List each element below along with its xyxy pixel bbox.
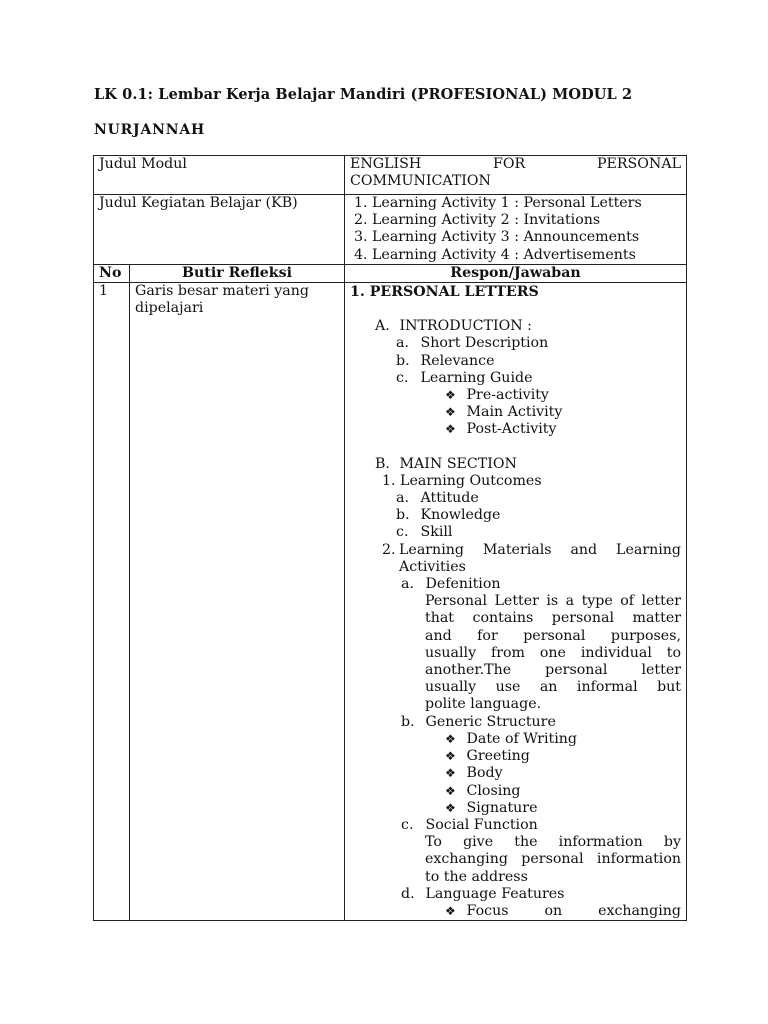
kb-list <box>350 195 681 264</box>
diamond-bullet-icon: ❖ <box>445 731 456 746</box>
definition-text: Personal Letter is a type of letter that contains personal matter and for personal purposes, usually from one individual to another.The personal letter usually use an informal but polite language. <box>425 593 681 713</box>
list-item: b. Knowledge <box>396 507 501 524</box>
author-name: NURJANNAH <box>94 122 206 138</box>
diamond-bullet-icon: ❖ <box>445 422 456 437</box>
diamond-bullet-icon: ❖ <box>445 749 456 764</box>
social-function-heading: c. Social Function <box>401 816 538 833</box>
row-judul-modul <box>94 156 687 195</box>
list-item: ❖ Focus on exchanging <box>445 902 681 919</box>
diamond-bullet-icon: ❖ <box>445 800 456 815</box>
list-item: ❖ Main Activity <box>445 404 563 421</box>
header-no: No <box>94 264 130 282</box>
list-item: c. Learning Guide <box>396 369 533 386</box>
definition-heading: a. Defenition <box>401 576 501 593</box>
intro-heading: A. INTRODUCTION : <box>375 318 532 335</box>
judul-modul-value-line2: COMMUNICATION <box>350 173 491 190</box>
judul-modul-label: Judul Modul <box>94 156 345 195</box>
diamond-bullet-icon: ❖ <box>445 903 456 918</box>
kb-item: 2. Learning Activity 2 : Invitations <box>372 212 681 229</box>
section-heading: 1. PERSONAL LETTERS <box>350 284 539 301</box>
list-item: ❖ Signature <box>445 799 538 816</box>
kb-item: 1. Learning Activity 1 : Personal Letters <box>372 195 681 212</box>
table-header-row <box>94 264 687 282</box>
butir-refleksi-text: Garis besar materi yang dipelajari <box>130 283 345 921</box>
main-section-heading: B. MAIN SECTION <box>375 455 517 472</box>
judul-kb-list <box>345 195 687 265</box>
kb-item: 3. Learning Activity 3 : Announcements <box>372 229 681 246</box>
learning-outcomes-title: 1. Learning Outcomes <box>382 472 542 489</box>
list-item: ❖ Greeting <box>445 748 530 765</box>
judul-modul-value <box>345 156 687 195</box>
kb-item: 4. Learning Activity 4 : Advertisements <box>372 247 681 264</box>
row-judul-kb <box>94 195 687 265</box>
judul-modul-value-line1: ENGLISH FOR PERSONAL <box>350 156 681 172</box>
generic-structure-heading: b. Generic Structure <box>401 713 556 730</box>
row-number: 1 <box>94 283 130 921</box>
header-butir: Butir Refleksi <box>130 264 345 282</box>
learning-materials-title: 2. Learning Materials and Learning Activities <box>382 541 681 575</box>
table-row <box>94 283 687 921</box>
diamond-bullet-icon: ❖ <box>445 783 456 798</box>
document-title: LK 0.1: Lembar Kerja Belajar Mandiri (PROFESIONAL) MODUL 2 <box>94 86 633 103</box>
social-function-text: To give the information by exchanging personal information to the address <box>425 834 681 885</box>
list-item: a. Attitude <box>396 490 479 507</box>
list-item: a. Short Description <box>396 335 549 352</box>
list-item: ❖ Pre-activity <box>445 387 549 404</box>
judul-kb-label: Judul Kegiatan Belajar (KB) <box>94 195 345 265</box>
diamond-bullet-icon: ❖ <box>445 766 456 781</box>
list-item: c. Skill <box>396 524 453 541</box>
respon-cell <box>345 283 687 921</box>
list-item: ❖ Post-Activity <box>445 421 557 438</box>
list-item: ❖ Closing <box>445 782 521 799</box>
diamond-bullet-icon: ❖ <box>445 388 456 403</box>
language-features-heading: d. Language Features <box>401 885 565 902</box>
list-item: b. Relevance <box>396 352 495 369</box>
header-respon: Respon/Jawaban <box>345 264 687 282</box>
list-item: ❖ Date of Writing <box>445 730 577 747</box>
diamond-bullet-icon: ❖ <box>445 405 456 420</box>
list-item: ❖ Body <box>445 765 503 782</box>
worksheet-table <box>93 155 687 921</box>
